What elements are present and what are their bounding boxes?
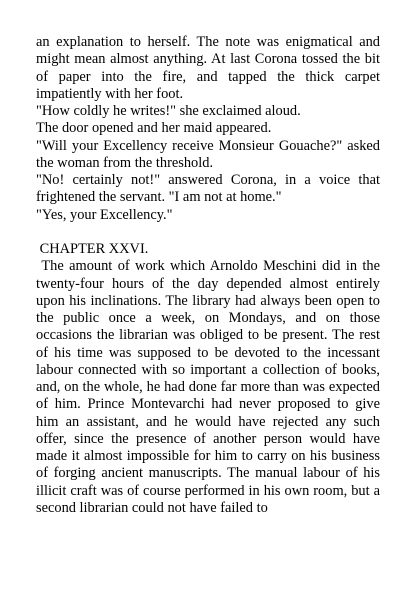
paragraph-note-explanation: an explanation to herself. The note was enigmatical and might mean almost anything. At last Corona tossed the bit of paper into the fire, and tapped the thick carpet impatiently with her foot.: [36, 34, 380, 102]
paragraph-yes-excellency: "Yes, your Excellency.": [36, 206, 173, 223]
paragraph-meschini-work: The amount of work which Arnoldo Meschini did in the twenty-four hours of the day depended almost entirely upon his inclinations. The library had always been open to the public once a week, on Mondays, and on those occasions the librarian was obliged to be present. The rest of his time was supposed to be devoted to the incessant labour connected with so important a collection of books, and, on the whole, he had done far more than was expected of him. Prince Montevarchi had never proposed to give him an assistant, and he would have rejected any such offer, since the presence of another person would have made it almost impossible for him to carry on his business of forging ancient manuscripts. The manual labour of his illicit craft was of course performed in his own room, but a second librarian could not have failed to: [36, 258, 384, 516]
blank-line: [36, 224, 380, 241]
paragraph-coldly-writes: "How coldly he writes!" she exclaimed aloud.: [36, 103, 301, 119]
paragraph-receive-gouache: "Will your Excellency receive Monsieur Gouache?" asked the woman from the threshold.: [36, 137, 380, 171]
document-page: [36, 34, 384, 517]
paragraph-not-at-home: "No! certainly not!" answered Corona, in a voice that frightened the servant. "I am not at home.": [36, 172, 380, 206]
chapter-title: CHAPTER XXVI.: [36, 241, 149, 257]
paragraph-door-opened: The door opened and her maid appeared.: [36, 120, 272, 137]
